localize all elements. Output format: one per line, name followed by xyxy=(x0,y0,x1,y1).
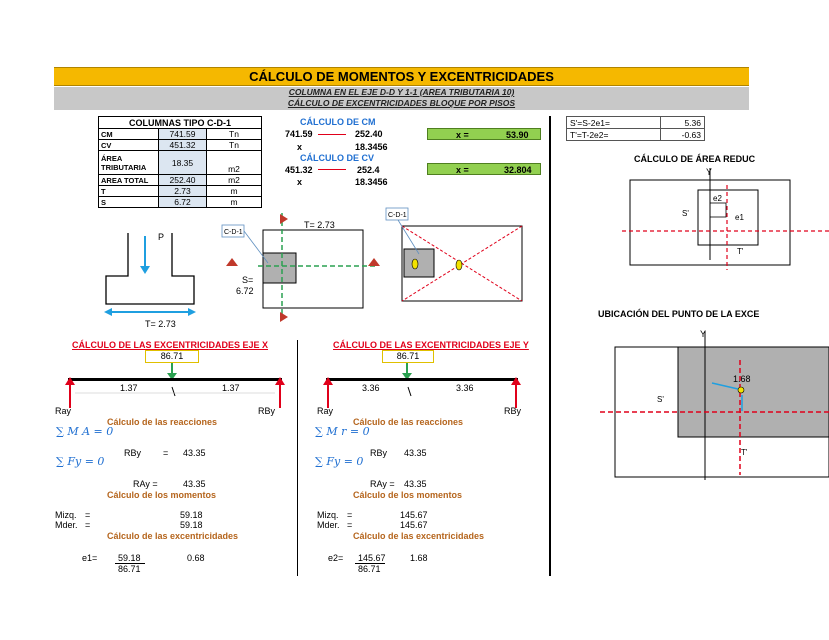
cv-x: x xyxy=(297,177,303,187)
cg-point xyxy=(456,260,462,270)
reduced-area-title: CÁLCULO DE ÁREA REDUC xyxy=(634,154,756,164)
section-marker xyxy=(226,258,238,266)
ecc-x-mom-title: Cálculo de los momentos xyxy=(107,490,217,500)
divider xyxy=(549,116,551,576)
reduced-area-diagram xyxy=(600,160,829,270)
arrow-head xyxy=(188,308,196,316)
ecc-x-title: CÁLCULO DE LAS EXCENTRICIDADES EJE X xyxy=(72,340,269,350)
plan-diagram-2 xyxy=(384,204,526,304)
cm-calc-title: CÁLCULO DE CM xyxy=(300,117,376,127)
ecc-y-rby-label: RBy xyxy=(370,448,388,458)
column-plan xyxy=(404,249,434,277)
divider-tick xyxy=(408,387,411,396)
ecc-x-left: 1.37 xyxy=(120,383,138,393)
ecc-x-mder-val: 59.18 xyxy=(180,520,203,530)
ecc-y-num: 145.67 xyxy=(358,553,386,563)
eccentric-point xyxy=(738,387,744,393)
table-row: T 2.73 m xyxy=(99,186,262,197)
table-row: T'=T-2e2= -0.63 xyxy=(567,129,705,141)
cm-b: 252.40 xyxy=(355,129,383,139)
sum-moments: ∑ M A = 0 xyxy=(56,425,114,438)
ecc-y-title: CÁLCULO DE LAS EXCENTRICIDADES EJE Y xyxy=(333,340,529,350)
ecc-y-load: 86.71 xyxy=(382,350,434,363)
cm-point xyxy=(412,259,418,269)
y-label: Y xyxy=(706,167,713,177)
subtitle-2: CÁLCULO DE EXCENTRICIDADES BLOQUE POR PISOS xyxy=(287,98,516,108)
ecc-y-right: 3.36 xyxy=(456,383,474,393)
footing-diagram xyxy=(100,228,200,333)
e2-label: e2 xyxy=(713,194,722,203)
ecc-x-ecc-title: Cálculo de las excentricidades xyxy=(107,531,239,541)
columns-table xyxy=(98,116,262,208)
divider-tick xyxy=(172,387,175,396)
ecc-x-mizq-label: Mizq. xyxy=(55,510,77,520)
reduced-rect xyxy=(678,347,829,437)
sum-forces: ∑ Fy = 0 xyxy=(315,455,364,468)
ecc-x-rby-label: RBy xyxy=(124,448,142,458)
ecc-x-ray: Ray xyxy=(55,406,72,416)
table-row: ÁREA TRIBUTARIA 18.35 m2 xyxy=(99,151,262,175)
ecc-y-e-label: e2= xyxy=(328,553,344,563)
ecc-x-e-label: e1= xyxy=(82,553,98,563)
column-tag-label: C-D-1 xyxy=(388,212,407,219)
page-title: CÁLCULO DE MOMENTOS Y EXCENTRICIDADES xyxy=(54,67,749,86)
cm-result: 53.90 xyxy=(506,130,529,140)
cm-result-box: x = 53.90 xyxy=(427,128,541,140)
ecc-x-mizq-val: 59.18 xyxy=(180,510,203,520)
ecc-y-mder-val: 145.67 xyxy=(400,520,428,530)
table-row: CV 451.32 Tn xyxy=(99,140,262,151)
s-value: 6.72 xyxy=(236,286,254,296)
t-label: T= 2.73 xyxy=(145,319,176,329)
columns-table-title: COLUMNAS TIPO C-D-1 xyxy=(99,117,262,129)
divider xyxy=(297,340,298,576)
ecc-y-e-val: 1.68 xyxy=(410,553,428,563)
cv-a: 451.32 xyxy=(285,165,313,175)
tag-leader xyxy=(244,231,268,263)
column-tag-label: C-D-1 xyxy=(224,229,243,236)
equals: = xyxy=(347,520,353,530)
ecc-y-left: 3.36 xyxy=(362,383,380,393)
cm-c: 18.3456 xyxy=(355,142,388,152)
ecc-y-mizq-val: 145.67 xyxy=(400,510,428,520)
ecc-y-rby-val: 43.35 xyxy=(404,448,427,458)
e1-label: e1 xyxy=(735,213,744,222)
s-label: S' xyxy=(657,395,664,404)
equals: = xyxy=(85,510,91,520)
table-row: S 6.72 m xyxy=(99,197,262,208)
location-diagram xyxy=(595,325,829,480)
ecc-x-num: 59.18 xyxy=(118,553,141,563)
ecc-x-rby: RBy xyxy=(258,406,276,416)
ecc-y-ecc-title: Cálculo de las excentricidades xyxy=(353,531,485,541)
t-label: T= 2.73 xyxy=(304,220,335,230)
beam xyxy=(326,378,518,381)
t-label: T' xyxy=(737,247,744,256)
ecc-x-rby-val: 43.35 xyxy=(183,448,206,458)
footing-outline xyxy=(106,233,194,304)
ecc-x-react-title: Cálculo de las reacciones xyxy=(107,417,218,427)
s-label: S= xyxy=(242,275,254,285)
t-label: T' xyxy=(741,448,748,457)
ecc-y-mom-title: Cálculo de los momentos xyxy=(353,490,463,500)
table-row: S'=S-2e1= 5.36 xyxy=(567,117,705,129)
cv-result-box: x = 32.804 xyxy=(427,163,541,175)
s-label: S' xyxy=(682,209,689,218)
cv-result: 32.804 xyxy=(504,165,532,175)
cv-c: 18.3456 xyxy=(355,177,388,187)
st-table xyxy=(566,116,705,141)
section-marker xyxy=(280,312,288,322)
beam-x-diagram xyxy=(60,363,290,413)
ecc-x-load: 86.71 xyxy=(145,350,199,363)
cv-b: 252.4 xyxy=(357,165,380,175)
location-title: UBICACIÓN DEL PUNTO DE LA EXCE xyxy=(598,309,760,319)
load-arrow-head xyxy=(140,266,150,274)
subtitle-1: COLUMNA EN EL EJE D-D Y 1-1 (AREA TRIBUTARIA 10) xyxy=(288,87,515,97)
ecc-x-right: 1.37 xyxy=(222,383,240,393)
ecc-x-ray-label: RAy = xyxy=(133,479,158,489)
arrow-head xyxy=(104,308,112,316)
p-label: P xyxy=(158,232,165,242)
cm-a: 741.59 xyxy=(285,129,313,139)
fraction-line xyxy=(318,169,346,170)
cv-calc-title: CÁLCULO DE CV xyxy=(300,153,374,163)
ecc-x-den: 86.71 xyxy=(118,564,141,574)
beam xyxy=(68,378,282,381)
location-value: 1.68 xyxy=(733,374,751,384)
ecc-y-mizq-label: Mizq. xyxy=(317,510,339,520)
table-row: AREA TOTAL 252.40 m2 xyxy=(99,175,262,186)
table-row: CM 741.59 Tn xyxy=(99,129,262,140)
inner-rect xyxy=(698,190,758,245)
ecc-y-rby: RBy xyxy=(504,406,522,416)
section-marker xyxy=(368,258,380,266)
fraction-line xyxy=(318,134,346,135)
ecc-y-mder-label: Mder. xyxy=(317,520,340,530)
ecc-x-mder-label: Mder. xyxy=(55,520,78,530)
cm-x: x xyxy=(297,142,303,152)
plan-diagram xyxy=(218,208,388,328)
ecc-y-ray-label: RAy = xyxy=(370,479,395,489)
ecc-y-ray: Ray xyxy=(317,406,334,416)
ecc-y-ray-val: 43.35 xyxy=(404,479,427,489)
ecc-y-react-title: Cálculo de las reacciones xyxy=(353,417,464,427)
equals: = xyxy=(347,510,353,520)
y-label: Y xyxy=(700,329,707,339)
ecc-x-e-val: 0.68 xyxy=(187,553,205,563)
equals: = xyxy=(85,520,91,530)
ecc-x-ray-val: 43.35 xyxy=(183,479,206,489)
sum-moments: ∑ M r = 0 xyxy=(315,425,370,438)
column-plan xyxy=(263,253,296,283)
equals: = xyxy=(163,448,169,458)
ecc-y-den: 86.71 xyxy=(358,564,381,574)
beam-y-diagram xyxy=(320,363,525,413)
subtitle-bar xyxy=(54,87,749,110)
section-marker xyxy=(280,214,288,224)
sum-forces: ∑ Fy = 0 xyxy=(56,455,105,468)
